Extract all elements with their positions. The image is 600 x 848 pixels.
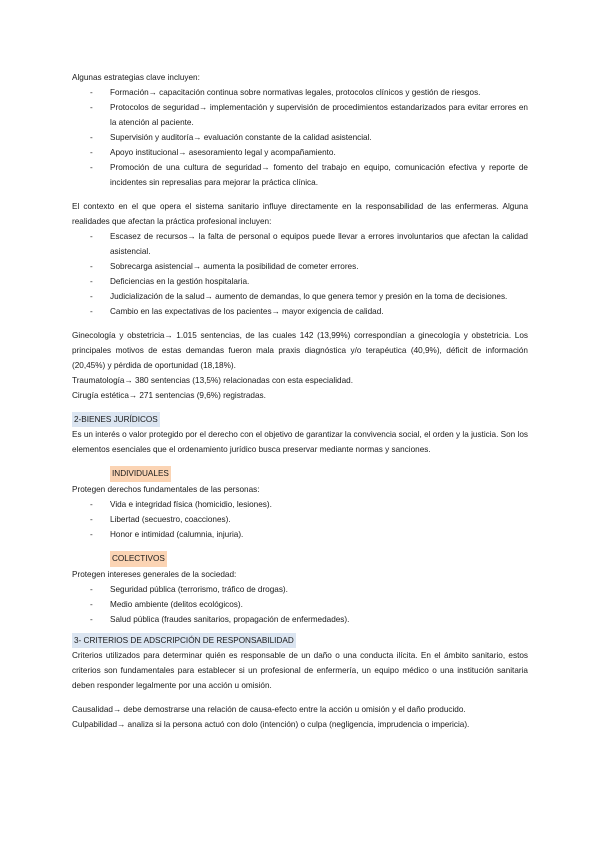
strategies-intro: Algunas estrategias clave incluyen: <box>72 73 200 82</box>
realities-list <box>72 229 528 319</box>
list-item: - Deficiencias en la gestión hospitalaria. <box>72 274 528 289</box>
list-item: - Vida e integridad física (homicidio, lesiones). <box>72 497 528 512</box>
list-item: - Honor e intimidad (calumnia, injuria). <box>72 527 528 542</box>
list-item: - Medio ambiente (delitos ecológicos). <box>72 597 528 612</box>
individuales-intro: Protegen derechos fundamentales de las personas: <box>72 485 260 494</box>
section-heading-bienes: 2-BIENES JURÍDICOS <box>72 412 160 427</box>
list-item: - Supervisión y auditoría→ evaluación constante de la calidad asistencial. <box>72 130 528 145</box>
culpabilidad-paragraph: Culpabilidad→ analiza si la persona actuó con dolo (intención) o culpa (negligencia, imprudencia o impericia). <box>72 720 470 729</box>
section-heading-criterios: 3- CRITERIOS DE ADSCRIPCIÓN DE RESPONSABILIDAD <box>72 633 296 648</box>
criterios-definition: Criterios utilizados para determinar quién es responsable de un daño o una conducta ilícita. En el ámbito sanitario, estos criterios son fundamentales para establecer si un profesional de enfermería, un equipo médico o una institución sanitaria deben responder legalmente por una acción u omisión. <box>72 651 528 690</box>
stats-gynecology: Ginecología y obstetricia→ 1.015 sentencias, de las cuales 142 (13,99%) correspondían a ginecología y obstetricia. Los principales motivos de estas demandas fueron mala praxis diagnóstica y/o terapéutica (40,9%), déficit de información (20,45%) y pérdida de oportunidad (18,18%). <box>72 331 528 370</box>
list-item: - Seguridad pública (terrorismo, tráfico de drogas). <box>72 582 528 597</box>
strategies-list <box>72 85 528 190</box>
list-item: - Protocolos de seguridad→ implementación y supervisión de procedimientos estandarizados para evitar errores en la atención al paciente. <box>72 100 528 130</box>
list-item: - Cambio en las expectativas de los pacientes→ mayor exigencia de calidad. <box>72 304 528 319</box>
stats-surgery: Cirugía estética→ 271 sentencias (9,6%) registradas. <box>72 391 266 400</box>
list-item: - Promoción de una cultura de seguridad→ fomento del trabajo en equipo, comunicación efectiva y reporte de incidentes sin represalias para mejorar la práctica clínica. <box>72 160 528 190</box>
list-item: - Libertad (secuestro, coacciones). <box>72 512 528 527</box>
colectivos-list <box>72 582 528 627</box>
context-paragraph: El contexto en el que opera el sistema sanitario influye directamente en la responsabilidad de las enfermeras. Alguna realidades que afectan la práctica profesional incluyen: <box>72 202 528 226</box>
list-item: - Judicialización de la salud→ aumento de demandas, lo que genera temor y presión en la toma de decisiones. <box>72 289 528 304</box>
list-item: - Sobrecarga asistencial→ aumenta la posibilidad de cometer errores. <box>72 259 528 274</box>
bienes-definition: Es un interés o valor protegido por el derecho con el objetivo de garantizar la convivencia social, el orden y la justicia. Son los elementos esenciales que el ordenamiento jurídico busca preservar mediante normas y sanciones. <box>72 430 528 454</box>
list-item: - Formación→ capacitación continua sobre normativas legales, protocolos clínicos y gestión de riesgos. <box>72 85 528 100</box>
subheading-individuales: INDIVIDUALES <box>110 466 171 482</box>
list-item: - Apoyo institucional→ asesoramiento legal y acompañamiento. <box>72 145 528 160</box>
list-item: - Escasez de recursos→ la falta de personal o equipos puede llevar a errores involuntarios que afectan la calidad asistencial. <box>72 229 528 259</box>
stats-traumatology: Traumatología→ 380 sentencias (13,5%) relacionadas con esta especialidad. <box>72 376 353 385</box>
subheading-colectivos: COLECTIVOS <box>110 551 167 567</box>
causalidad-paragraph: Causalidad→ debe demostrarse una relación de causa-efecto entre la acción u omisión y el daño producido. <box>72 705 466 714</box>
document-page <box>72 70 528 732</box>
colectivos-intro: Protegen intereses generales de la sociedad: <box>72 570 237 579</box>
individuales-list <box>72 497 528 542</box>
list-item: - Salud pública (fraudes sanitarios, propagación de enfermedades). <box>72 612 528 627</box>
